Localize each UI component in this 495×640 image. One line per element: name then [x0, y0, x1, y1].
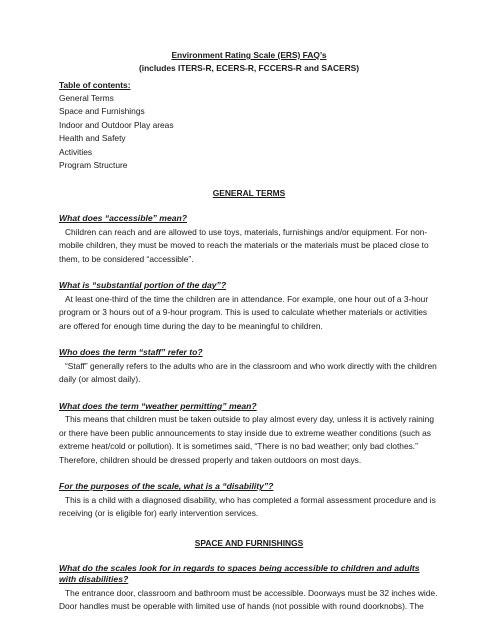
toc-item-health-safety: Health and Safety	[59, 133, 126, 143]
toc-heading: Table of contents:	[59, 80, 131, 90]
toc-item-activities: Activities	[59, 146, 93, 157]
faq-item	[59, 401, 439, 467]
faq-question: Who does the term “staff” refer to?	[59, 347, 203, 358]
document-subtitle: (includes ITERS-R, ECERS-R, FCCERS-R and SACERS)	[138, 62, 360, 73]
faq-answer: “Staff” generally refers to the adults who are in the classroom and who work directly with the children daily (or almost daily).	[59, 360, 437, 385]
toc-item-space-furnishings: Space and Furnishings	[59, 106, 145, 116]
faq-item	[59, 213, 439, 266]
faq-question: What is “substantial portion of the day”?	[59, 280, 227, 291]
faq-item	[59, 280, 439, 333]
faq-document	[59, 50, 439, 628]
faq-answer: At least one-third of the time the children are in attendance. For example, one hour out of a 3-hour program or 3 hours out of a 9-hour program. This is used to calculate whether materials or activities are offered for enough time during the day to be meaningful to children.	[59, 293, 429, 331]
toc-item-program-structure: Program Structure	[59, 160, 128, 170]
faq-question: What does the term “weather permitting” mean?	[59, 400, 257, 411]
toc-item-play-areas: Indoor and Outdoor Play areas	[59, 119, 174, 130]
faq-question: What does “accessible” mean?	[59, 213, 187, 223]
faq-item	[59, 347, 439, 387]
faq-answer: Children can reach and are allowed to use toys, materials, furnishings and/or equipment. For non-mobile children, they must be moved to reach the materials or the materials must be placed close to them, to be considered “accessible”.	[59, 226, 429, 264]
document-title: Environment Rating Scale (ERS) FAQ’s	[171, 50, 327, 60]
section-heading-general-terms: GENERAL TERMS	[212, 187, 286, 198]
faq-item	[59, 563, 439, 613]
faq-item	[59, 481, 439, 521]
table-of-contents	[59, 80, 439, 171]
faq-answer: This means that children must be taken outside to play almost every day, unless it is actively raining or there have been public announcements to stay inside due to extreme weather conditions (such as extreme heat/cold or pollution). It is sometimes said, “There is no bad weather; only bad clothes.” Therefore, children should be dressed properly and taken outdoors on most days.	[59, 414, 434, 465]
toc-item-general-terms: General Terms	[59, 92, 114, 103]
faq-answer: This is a child with a diagnosed disability, who has completed a formal assessment procedure and is receiving (or is eligible for) early intervention services.	[59, 494, 436, 519]
faq-question: For the purposes of the scale, what is a “disability”?	[59, 481, 274, 492]
faq-question: What do the scales look for in regards to spaces being accessible to children and adults with disabilities?	[59, 563, 420, 585]
section-heading-space-furnishings: SPACE AND FURNISHINGS	[194, 537, 304, 548]
faq-answer: The entrance door, classroom and bathroom must be accessible. Doorways must be 32 inches wide. Door handles must be operable with limited use of hands (not possible with round doorknobs). The	[59, 587, 438, 612]
